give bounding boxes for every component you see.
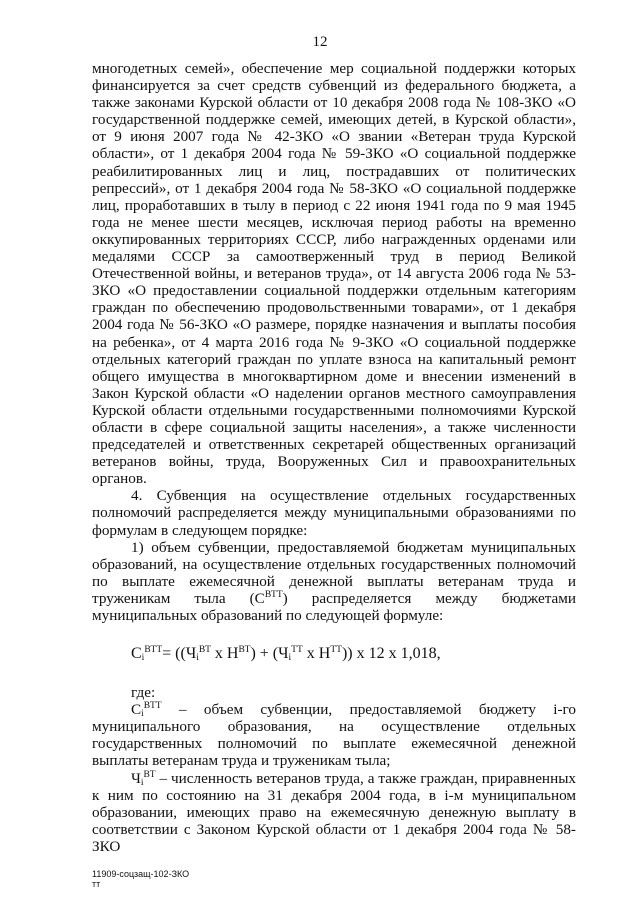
def-ch-sub: i xyxy=(140,777,144,788)
formula-ch1-sub: i xyxy=(196,653,199,664)
formula-n1-sup: ВТ xyxy=(238,645,251,656)
formula xyxy=(131,643,576,665)
paragraph-laws-list: многодетных семей», обеспечение мер социальной поддержки которых финансируется за счет средств субвенций из федерального бюджета, а также законами Курской области от 10 декабря 2008 года № 108-ЗКО «О государственной поддержке семей, имеющих детей, в Курской области», от 9 июня 2007 года № 42-ЗКО «О звании «Ветеран труда Курской области», от 1 декабря 2004 года № 59-ЗКО «О социальной поддержке реабилитированных лиц и лиц, пострадавших от политических репрессий», от 1 декабря 2004 года № 58-ЗКО «О социальной поддержке лиц, проработавших в тылу в период с 22 июня 1941 года по 9 мая 1945 года не менее шести месяцев, исключая период работы на временно оккупированных территориях СССР, либо награжденных орденами или медалями СССР за самоотверженный труд в период Великой Отечественной войны, и ветеранов труда», от 14 августа 2006 года № 53-ЗКО «О предоставлении социальной поддержки отдельным категориям граждан по обеспечению продовольственными товарами», от 1 декабря 2004 года № 56-ЗКО «О размере, порядке назначения и выплаты пособия на ребенка», от 4 марта 2016 года № 9-ЗКО «О социальной поддержке отдельных категорий граждан по уплате взноса на капитальный ремонт общего имущества в многоквартирном доме и внесении изменений в Закон Курской области «О наделении органов местного самоуправления Курской области отдельными государственными полномочиями Курской области в сфере социальной защиты населения», а также численности председателей и ответственных секретарей общественных организаций ветеранов войны, труда, Вооруженных Сил и правоохранительных органов. xyxy=(92,60,576,488)
formula-c: С xyxy=(131,645,142,663)
formula-c-sub: i xyxy=(141,653,145,664)
def-c-symbol: С xyxy=(131,701,142,719)
formula-n2-sup: ТТ xyxy=(330,645,342,656)
formula-eq: = ((Ч xyxy=(162,645,197,663)
formula-c-sup: ВТТ xyxy=(144,645,163,656)
formula-ch1-sup: ВТ xyxy=(198,645,211,656)
formula-tail: )) х 12 х 1,018, xyxy=(341,645,441,663)
subitem-text-start: 1) объем субвенции, предоставляемой бюджетам муниципальных образований, на осуществление отдельных государственных полномочий по выплате ежемесячной денежной выплаты ветеранам труда и труженикам тыла (С xyxy=(92,538,576,607)
subitem-text-end: ) распределяется между бюджетами муниципальных образований по следующей формуле: xyxy=(92,589,577,624)
document-body xyxy=(92,60,576,855)
def-c-sub: i xyxy=(141,709,144,720)
formula-x2: х Н xyxy=(302,645,331,663)
paragraph-subitem-1 xyxy=(92,539,576,624)
footer-initials: тт xyxy=(92,879,101,889)
definition-c xyxy=(92,701,576,769)
def-ch-text: – численность ветеранов труда, а также граждан, приравненных к ним по состоянию на 31 декабря 2004 года, в i-м муниципальном образовании, имеющих право на ежемесячную денежную выплату в соответствии с Законом Курской области от 1 декабря 2004 года № 58-ЗКО xyxy=(92,769,576,855)
formula-ch2-sub: i xyxy=(288,653,292,664)
formula-gap xyxy=(92,665,576,684)
formula-x1: х Н xyxy=(210,645,239,663)
formula-ch2-sup: ТТ xyxy=(291,645,303,656)
document-footer xyxy=(92,869,189,889)
definition-ch xyxy=(92,770,576,855)
subitem-sup: ВТТ xyxy=(264,589,283,600)
paragraph-item-4: 4. Субвенция на осуществление отдельных государственных полномочий распределяется между муниципальными образованиями по формулам в следующем порядке: xyxy=(92,487,576,539)
where-label: где: xyxy=(131,684,156,702)
def-c-text: – объем субвенции, предоставляемой бюджету i-го муниципального образования, на осуществление отдельных государственных полномочий по выплате ежемесячной денежной выплаты ветеранам труда и труженикам тыла; xyxy=(92,701,576,770)
footer-doc-id: 11909-соцзащ-102-ЗКО xyxy=(92,869,190,879)
def-c-sup: ВТТ xyxy=(143,701,162,712)
page-number: 12 xyxy=(312,34,328,50)
formula-mid: ) + (Ч xyxy=(250,645,289,663)
def-ch-sup: ВТ xyxy=(143,769,156,780)
def-ch-symbol: Ч xyxy=(131,769,141,787)
